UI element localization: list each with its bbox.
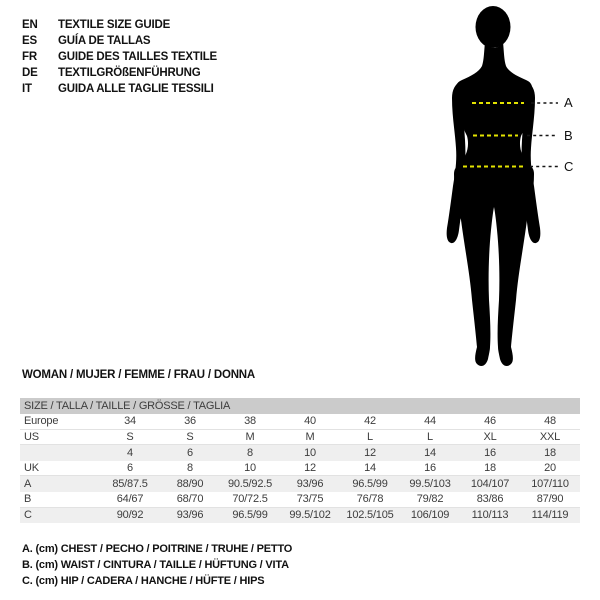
size-cell: 10 xyxy=(244,462,256,475)
size-cell: M xyxy=(245,430,255,443)
table-row xyxy=(20,508,580,524)
language-title: GUIDE DES TAILLES TEXTILE xyxy=(58,51,217,63)
size-cell: 85/87.5 xyxy=(112,478,148,491)
size-cell: 99.5/102 xyxy=(289,509,331,522)
size-cell: 12 xyxy=(304,462,316,475)
language-row xyxy=(22,49,217,65)
size-cell: 14 xyxy=(364,462,376,475)
size-cell: 36 xyxy=(184,415,196,428)
language-code: ES xyxy=(22,35,37,47)
legend-item: B. (cm) WAIST / CINTURA / TAILLE / HÜFTUNG / VITA xyxy=(22,559,289,571)
language-title: TEXTILGRÖßENFÜHRUNG xyxy=(58,67,201,79)
table-row xyxy=(20,461,580,477)
size-cell: 87/90 xyxy=(536,493,564,506)
size-cell: L xyxy=(367,430,373,443)
size-cell: 93/96 xyxy=(176,509,204,522)
table-row xyxy=(20,430,580,446)
row-label: Europe xyxy=(24,415,59,428)
size-cell: 96.5/99 xyxy=(232,509,268,522)
size-cell: 104/107 xyxy=(470,478,510,491)
size-cell: XL xyxy=(483,430,497,443)
language-title: TEXTILE SIZE GUIDE xyxy=(58,19,171,31)
table-row xyxy=(20,476,580,492)
size-cell: 110/113 xyxy=(471,509,509,522)
language-title: GUÍA DE TALLAS xyxy=(58,35,151,47)
size-cell: M xyxy=(305,430,315,443)
legend-item: C. (cm) HIP / CADERA / HANCHE / HÜFTE / HIPS xyxy=(22,575,265,587)
size-table-body xyxy=(20,414,580,523)
size-cell: XXL xyxy=(539,430,561,443)
size-cell: 6 xyxy=(187,446,193,459)
marker-label-waist: B xyxy=(564,128,573,143)
measurement-legend xyxy=(22,543,292,591)
size-cell: 8 xyxy=(187,462,193,475)
size-cell: 68/70 xyxy=(176,493,204,506)
language-code: DE xyxy=(22,67,38,79)
size-cell: 114/119 xyxy=(531,509,569,522)
woman-silhouette-icon xyxy=(430,0,580,375)
table-row xyxy=(20,414,580,430)
marker-label-hip: C xyxy=(564,159,574,174)
language-code: IT xyxy=(22,83,32,95)
size-cell: 70/72.5 xyxy=(232,493,268,506)
size-cell: 44 xyxy=(424,415,436,428)
size-cell: 38 xyxy=(244,415,256,428)
language-row xyxy=(22,17,217,33)
size-cell: 83/86 xyxy=(476,493,504,506)
table-row xyxy=(20,445,580,461)
size-cell: 16 xyxy=(424,462,436,475)
size-table xyxy=(20,398,580,523)
size-cell: 8 xyxy=(247,446,253,459)
row-label: UK xyxy=(24,462,39,475)
size-cell: 93/96 xyxy=(296,478,324,491)
size-cell: 4 xyxy=(127,446,133,459)
size-cell: 106/109 xyxy=(410,509,450,522)
row-label: C xyxy=(24,509,32,522)
size-cell: 99.5/103 xyxy=(409,478,451,491)
size-cell: 46 xyxy=(484,415,496,428)
size-cell: 102.5/105 xyxy=(346,509,394,522)
body-measurement-figure xyxy=(430,0,580,375)
size-cell: 90.5/92.5 xyxy=(227,478,273,491)
size-cell: 88/90 xyxy=(176,478,204,491)
row-label: A xyxy=(24,478,32,491)
language-row xyxy=(22,81,217,97)
size-cell: 79/82 xyxy=(416,493,444,506)
marker-label-chest: A xyxy=(564,95,573,110)
row-label: B xyxy=(24,493,32,506)
row-label: US xyxy=(24,430,39,443)
size-cell: 90/92 xyxy=(116,509,144,522)
size-cell: 73/75 xyxy=(296,493,324,506)
size-cell: 14 xyxy=(424,446,436,459)
legend-item: A. (cm) CHEST / PECHO / POITRINE / TRUHE / PETTO xyxy=(22,543,293,555)
size-cell: 6 xyxy=(127,462,133,475)
size-cell: 34 xyxy=(124,415,136,428)
size-cell: S xyxy=(126,430,134,443)
size-cell: 48 xyxy=(544,415,556,428)
language-code: FR xyxy=(22,51,37,63)
size-cell: L xyxy=(427,430,433,443)
size-cell: 40 xyxy=(304,415,316,428)
size-cell: 76/78 xyxy=(356,493,384,506)
size-cell: 12 xyxy=(364,446,376,459)
size-cell: 16 xyxy=(484,446,496,459)
size-cell: 107/110 xyxy=(531,478,569,491)
size-cell: 96.5/99 xyxy=(352,478,388,491)
size-cell: 18 xyxy=(484,462,496,475)
size-table-header: SIZE / TALLA / TAILLE / GRÖSSE / TAGLIA xyxy=(20,398,580,414)
language-row xyxy=(22,65,217,81)
size-cell: 10 xyxy=(304,446,316,459)
size-cell: S xyxy=(186,430,194,443)
size-cell: 64/67 xyxy=(116,493,144,506)
size-cell: 20 xyxy=(544,462,556,475)
language-list xyxy=(22,17,217,97)
language-row xyxy=(22,33,217,49)
size-cell: 42 xyxy=(364,415,376,428)
language-title: GUIDA ALLE TAGLIE TESSILI xyxy=(58,83,214,95)
table-row xyxy=(20,492,580,508)
size-cell: 18 xyxy=(544,446,556,459)
section-title-woman: WOMAN / MUJER / FEMME / FRAU / DONNA xyxy=(22,369,256,381)
language-code: EN xyxy=(22,19,38,31)
